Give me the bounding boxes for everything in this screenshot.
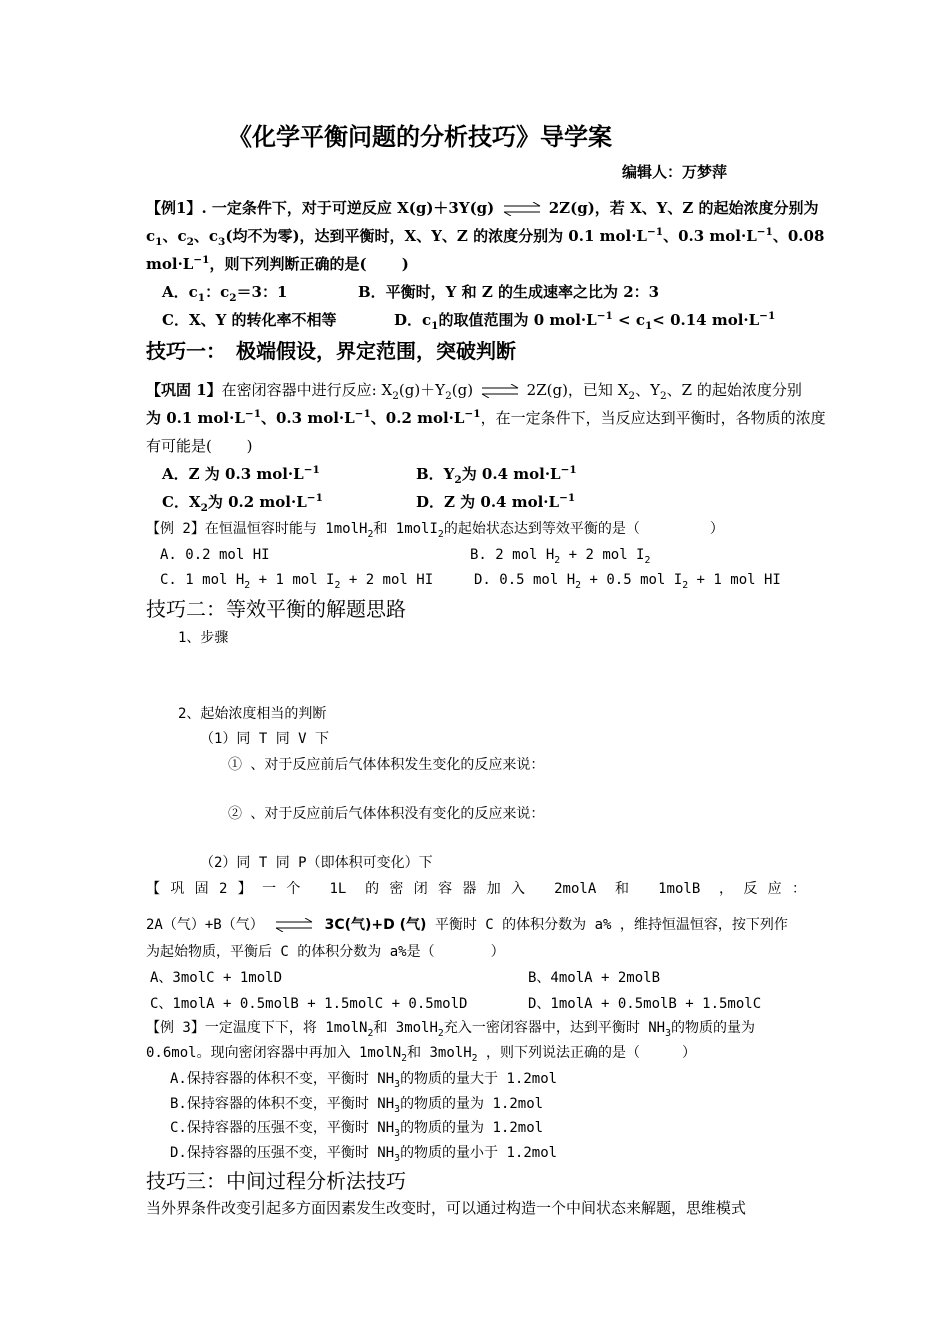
ex1-line3: $mol\cdot L^{-1}$，则下列判断正确的是( )	[146, 254, 409, 273]
step-2a1-label: ① 、对于反应前后气体体积发生变化的反应来说：	[228, 757, 545, 773]
gg1-option-b: B．$Y_2$为 0.4 $mol\cdot L^{-1}$	[416, 464, 577, 486]
step-2b-label: （2）同 T 同 P（即体积可变化）下	[200, 855, 433, 871]
step-2a-label: （1）同 T 同 V 下	[200, 731, 330, 747]
page-title: 《化学平衡问题的分析技巧》导学案	[228, 122, 612, 151]
gg1-option-c: C．$X_2$为 0.2 $mol\cdot L^{-1}$	[162, 492, 323, 514]
ex1-head: 【例1】	[146, 199, 202, 217]
gg1-line2: 为 0.1 $mol\cdot L^{-1}$、0.3 $mol\cdot L^{-1}$、0.2 $mol\cdot L^{-1}$，在一定条件下，当反应达到平衡时，各物质的浓度	[146, 408, 826, 427]
gg1-option-d: D．Z 为 0.4 $mol\cdot L^{-1}$	[416, 492, 576, 511]
ex1-option-a: A．$c_1$：$c_2=3$：1	[162, 283, 288, 304]
gg2-option-a: A、3molC + 1molD	[150, 970, 283, 986]
gg2-option-d: D、1molA + 0.5molB + 1.5molC	[528, 996, 762, 1012]
gg1-line3: 有可能是( )	[146, 437, 253, 455]
skill1-heading: 技巧一： 极端假设，界定范围，突破判断	[146, 339, 516, 363]
equilibrium-arrow-icon	[502, 202, 542, 216]
gg2-line1: 【巩固2】一个 1L 的密闭容器加入 2molA 和 1molB ，反应：	[146, 881, 806, 897]
ex3-option-b: B.保持容器的体积不变，平衡时 $NH_3$的物质的量为 1.2mol	[170, 1096, 544, 1115]
ex2-option-a: A. 0.2 mol HI	[160, 547, 270, 563]
gg2-line2: 2A（气）+B（气） 3C(气)+D (气) 平衡时 C 的体积分数为 a% ，维持恒温恒容，按下列作	[146, 917, 788, 933]
ex1-line1: 【例1】. 一定条件下，对于可逆反应 X(g)＋3Y(g) 2Z(g)，若 X、Y、Z 的起始浓度分别为	[146, 199, 819, 217]
equilibrium-arrow-icon	[480, 384, 520, 398]
step-1-label: 1、步骤	[178, 630, 229, 646]
step-2-label: 2、起始浓度相当的判断	[178, 706, 327, 722]
equilibrium-arrow-icon	[274, 918, 314, 932]
gg2-line3: 为起始物质，平衡后 C 的体积分数为 a%是（ ）	[146, 944, 505, 960]
editor-line: 编辑人：万梦萍	[622, 163, 728, 181]
ex1-option-d: D．$c_1$的取值范围为 0 $mol\cdot L^{-1} < c_1< 0.14$ $mol\cdot L^{-1}$	[394, 310, 776, 332]
ex2-line1: 【例 2】在恒温恒容时能与 1molH$_2$和 1molI$_2$的起始状态达到等效平衡的是（ ）	[146, 521, 724, 540]
ex2-option-c: C. 1 mol $H_2 + 1$ mol $I_2 + 2$ mol HI	[160, 572, 434, 591]
gg2-option-b: B、4molA + 2molB	[528, 970, 661, 986]
gg1-line1: 【巩固 1】在密闭容器中进行反应: $X_2(g)+Y_2(g)$ 2Z(g)，已知 $X_2$、$Y_2$、Z 的起始浓度分别	[146, 381, 802, 402]
closing-paragraph: 当外界条件改变引起多方面因素发生改变时，可以通过构造一个中间状态来解题，思维模式	[146, 1199, 747, 1217]
ex3-line2: 0.6mol。现向密闭容器中再加入 1molN$_2$和 3molH$_2$ ，则下列说法正确的是（ ）	[146, 1045, 696, 1064]
skill2-heading: 技巧二：等效平衡的解题思路	[146, 597, 406, 621]
gg1-head: 【巩固 1】	[146, 381, 222, 399]
ex3-option-c: C.保持容器的压强不变，平衡时 $NH_3$的物质的量为 1.2mol	[170, 1120, 544, 1139]
ex1-option-c: C．X、Y 的转化率不相等	[162, 311, 337, 329]
ex3-option-d: D.保持容器的压强不变，平衡时 $NH_3$的物质的量小于 1.2mol	[170, 1145, 558, 1164]
ex2-option-d: D. 0.5 mol $H_2 + 0.5$ mol $I_2 + 1$ mol HI	[474, 572, 781, 591]
gg2-option-c: C、1molA + 0.5molB + 1.5molC + 0.5molD	[150, 996, 468, 1012]
ex1-option-b: B．平衡时，Y 和 Z 的生成速率之比为 2：3	[358, 283, 660, 301]
ex1-line2: $c_1$、$c_2$、$c_3$(均不为零)，达到平衡时，X、Y、Z 的浓度分别为 0.1 $mol\cdot L^{-1}$、0.3 $mol\cdot L^{-1}$、0.08	[146, 226, 825, 248]
ex2-option-b: B. 2 mol $H_2 + 2$ mol $I_2$	[470, 547, 651, 566]
ex3-line1: 【例 3】一定温度下下，将 1molN$_2$和 3molH$_2$充入一密闭容器中，达到平衡时 $NH_3$的物质的量为	[146, 1020, 756, 1039]
gg1-option-a: A．Z 为 0.3 $mol\cdot L^{-1}$	[162, 464, 320, 483]
ex3-option-a: A.保持容器的体积不变，平衡时 $NH_3$的物质的量大于 1.2mol	[170, 1071, 558, 1090]
skill3-heading: 技巧三：中间过程分析法技巧	[146, 1169, 406, 1193]
step-2a2-label: ② 、对于反应前后气体体积没有变化的反应来说：	[228, 806, 545, 822]
